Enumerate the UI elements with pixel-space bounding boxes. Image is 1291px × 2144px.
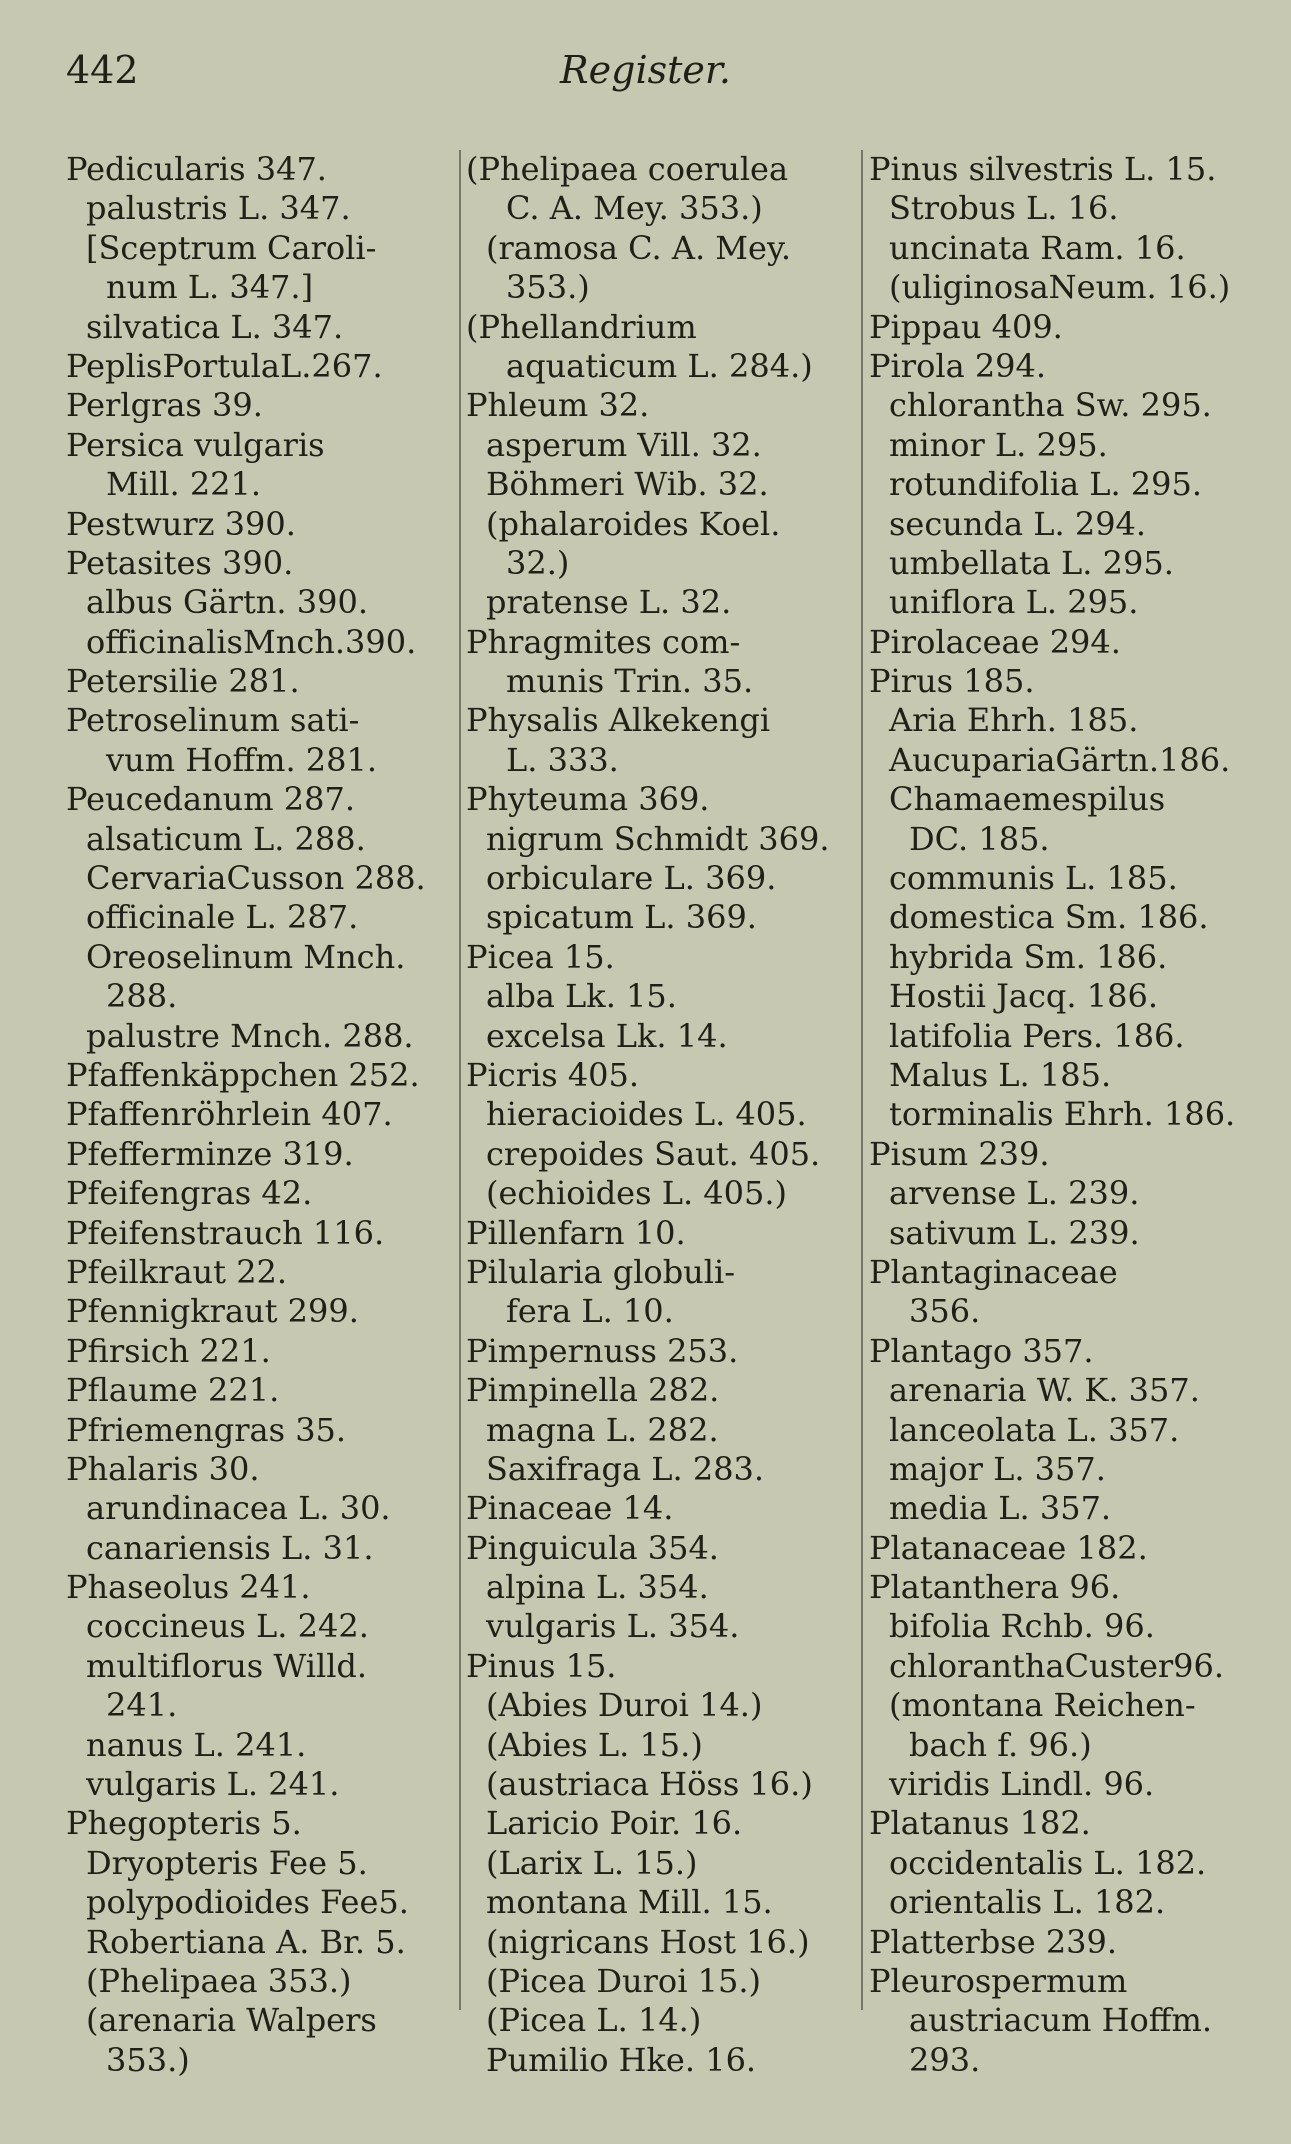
index-subentry: bifolia Rchb. 96.: [889, 1607, 1155, 1646]
index-entry: Platanus 182.: [869, 1804, 1091, 1843]
index-subentry: uniflora L. 295.: [889, 583, 1139, 622]
index-entry: Pfeifenstrauch 116.: [66, 1213, 385, 1252]
index-subentry: L. 333.: [506, 740, 619, 779]
index-entry: Plantaginaceae: [869, 1252, 1118, 1291]
index-subentry: (Phelipaea 353.): [86, 1961, 352, 2000]
index-entry: Pinguicula 354.: [466, 1528, 719, 1567]
index-entry: Phegopteris 5.: [66, 1804, 302, 1843]
index-subentry: arvense L. 239.: [889, 1174, 1140, 1213]
index-entry: Pirus 185.: [869, 662, 1035, 701]
index-subentry: Aria Ehrh. 185.: [889, 701, 1139, 740]
index-subentry: officinale L. 287.: [86, 898, 359, 937]
index-entry: Phragmites com-: [466, 622, 741, 661]
index-subentry: 288.: [106, 977, 178, 1016]
index-subentry: officinalisMnch.390.: [86, 622, 417, 661]
index-entry: Pfriemengras 35.: [66, 1410, 347, 1449]
index-entry: Pimpinella 282.: [466, 1371, 720, 1410]
index-subentry: albus Gärtn. 390.: [86, 583, 368, 622]
index-subentry: 356.: [909, 1292, 981, 1331]
index-column-left: [66, 150, 466, 2080]
index-entry: Pinus 15.: [466, 1646, 617, 1685]
index-entry: Pfeilkraut 22.: [66, 1252, 288, 1291]
index-subentry: latifolia Pers. 186.: [889, 1016, 1185, 1055]
index-subentry: domestica Sm. 186.: [889, 898, 1209, 937]
index-subentry: 32.): [506, 543, 570, 582]
index-subentry: alba Lk. 15.: [486, 977, 677, 1016]
index-subentry: arundinacea L. 30.: [86, 1489, 391, 1528]
index-subentry: aquaticum L. 284.): [506, 346, 813, 385]
index-subentry: (Picea L. 14.): [486, 2001, 702, 2040]
index-subentry: AucupariaGärtn.186.: [889, 740, 1231, 779]
page-number: 442: [66, 48, 139, 92]
index-entry: Picea 15.: [466, 937, 615, 976]
index-subentry: Laricio Poir. 16.: [486, 1804, 743, 1843]
index-subentry: excelsa Lk. 14.: [486, 1016, 728, 1055]
index-entry: Persica vulgaris: [66, 425, 325, 464]
index-subentry: 241.: [106, 1686, 178, 1725]
index-subentry: crepoides Saut. 405.: [486, 1134, 821, 1173]
index-entry: Picris 405.: [466, 1055, 640, 1094]
index-subentry: coccineus L. 242.: [86, 1607, 369, 1646]
index-subentry: hieracioides L. 405.: [486, 1095, 807, 1134]
index-subentry: montana Mill. 15.: [486, 1883, 773, 1922]
index-entry: Pirola 294.: [869, 346, 1047, 385]
index-subentry: vulgaris L. 241.: [86, 1765, 340, 1804]
index-subentry: nanus L. 241.: [86, 1725, 307, 1764]
index-subentry: multiflorus Willd.: [86, 1646, 368, 1685]
index-subentry: (echioides L. 405.): [486, 1174, 788, 1213]
index-entry: Pfefferminze 319.: [66, 1134, 354, 1173]
index-entry: Pfaffenröhrlein 407.: [66, 1095, 393, 1134]
index-entry: Phalaris 30.: [66, 1449, 260, 1488]
index-subentry: (austriaca Höss 16.): [486, 1765, 813, 1804]
index-subentry: rotundifolia L. 295.: [889, 465, 1203, 504]
index-entry: Peucedanum 287.: [66, 780, 356, 819]
index-entry: Plantago 357.: [869, 1331, 1094, 1370]
index-subentry: Saxifraga L. 283.: [486, 1449, 765, 1488]
index-subentry: 353.): [506, 268, 590, 307]
index-subentry: C. A. Mey. 353.): [506, 189, 763, 228]
index-subentry: Böhmeri Wib. 32.: [486, 465, 769, 504]
index-entry: Pflaume 221.: [66, 1371, 280, 1410]
index-subentry: (Abies Duroi 14.): [486, 1686, 763, 1725]
index-subentry: Malus L. 185.: [889, 1055, 1112, 1094]
index-subentry: occidentalis L. 182.: [889, 1843, 1207, 1882]
index-entry: Pimpernuss 253.: [466, 1331, 739, 1370]
index-entry: Pillenfarn 10.: [466, 1213, 686, 1252]
index-subentry: vum Hoffm. 281.: [106, 740, 378, 779]
index-subentry: CervariaCusson 288.: [86, 859, 426, 898]
index-entry: Platanthera 96.: [869, 1568, 1121, 1607]
index-subentry: Strobus L. 16.: [889, 189, 1119, 228]
index-subentry: arenaria W. K. 357.: [889, 1371, 1200, 1410]
index-entry: Pleurospermum: [869, 1961, 1128, 2000]
index-subentry: pratense L. 32.: [486, 583, 732, 622]
index-subentry: torminalis Ehrh. 186.: [889, 1095, 1236, 1134]
index-subentry: 293.: [909, 2040, 981, 2079]
index-subentry: palustris L. 347.: [86, 189, 351, 228]
index-subentry: major L. 357.: [889, 1449, 1106, 1488]
index-column-middle: [466, 150, 866, 2080]
index-entry: Pinus silvestris L. 15.: [869, 150, 1217, 188]
index-subentry: secunda L. 294.: [889, 504, 1147, 543]
index-entry: Pilularia globuli-: [466, 1252, 736, 1291]
index-entry: Pfeifengras 42.: [66, 1174, 313, 1213]
index-subentry: Pumilio Hke. 16.: [486, 2040, 757, 2079]
index-subentry: DC. 185.: [909, 819, 1050, 858]
index-subentry: minor L. 295.: [889, 425, 1108, 464]
page-header: [0, 48, 1291, 108]
index-entry: Petersilie 281.: [66, 662, 300, 701]
index-subentry: (ramosa C. A. Mey.: [486, 228, 791, 267]
index-subentry: palustre Mnch. 288.: [86, 1016, 414, 1055]
index-subentry: magna L. 282.: [486, 1410, 719, 1449]
index-subentry: asperum Vill. 32.: [486, 425, 762, 464]
index-subentry: Mill. 221.: [106, 465, 262, 504]
index-subentry: media L. 357.: [889, 1489, 1112, 1528]
index-subentry: nigrum Schmidt 369.: [486, 819, 830, 858]
index-subentry: [Sceptrum Caroli-: [86, 228, 377, 267]
index-subentry: uncinata Ram. 16.: [889, 228, 1186, 267]
index-subentry: lanceolata L. 357.: [889, 1410, 1180, 1449]
index-entry: Phaseolus 241.: [66, 1568, 311, 1607]
index-subentry: orientalis L. 182.: [889, 1883, 1166, 1922]
index-subentry: alsaticum L. 288.: [86, 819, 366, 858]
index-entry: Pirolaceae 294.: [869, 622, 1121, 661]
index-subentry: spicatum L. 369.: [486, 898, 757, 937]
index-subentry: (uliginosaNeum. 16.): [889, 268, 1231, 307]
index-entry: Petroselinum sati-: [66, 701, 360, 740]
index-subentry: 353.): [106, 2040, 190, 2079]
index-subentry: hybrida Sm. 186.: [889, 937, 1168, 976]
index-subentry: silvatica L. 347.: [86, 307, 344, 346]
index-entry: PeplisPortulaL.267.: [66, 346, 383, 385]
index-entry: Petasites 390.: [66, 543, 294, 582]
index-subentry: munis Trin. 35.: [506, 662, 754, 701]
index-entry: Pestwurz 390.: [66, 504, 296, 543]
index-subentry: Hostii Jacq. 186.: [889, 977, 1158, 1016]
index-subentry: austriacum Hoffm.: [909, 2001, 1213, 2040]
index-subentry: fera L. 10.: [506, 1292, 674, 1331]
index-subentry: umbellata L. 295.: [889, 543, 1174, 582]
index-subentry: Chamaemespilus: [889, 780, 1166, 819]
index-entry: Pfirsich 221.: [66, 1331, 271, 1370]
index-entry: Perlgras 39.: [66, 386, 263, 425]
index-subentry: Dryopteris Fee 5.: [86, 1843, 368, 1882]
index-subentry: (montana Reichen-: [889, 1686, 1196, 1725]
index-entry: Pedicularis 347.: [66, 150, 327, 188]
index-subentry: (nigricans Host 16.): [486, 1922, 810, 1961]
running-title: Register.: [560, 48, 731, 92]
index-subentry: vulgaris L. 354.: [486, 1607, 740, 1646]
index-subentry: num L. 347.]: [106, 268, 314, 307]
index-subentry: bach f. 96.): [909, 1725, 1092, 1764]
index-subentry: viridis Lindl. 96.: [889, 1765, 1155, 1804]
index-subentry: orbiculare L. 369.: [486, 859, 777, 898]
index-entry: Platanaceae 182.: [869, 1528, 1148, 1567]
index-subentry: sativum L. 239.: [889, 1213, 1140, 1252]
index-subentry: chlorantha Sw. 295.: [889, 386, 1212, 425]
index-entry: Physalis Alkekengi: [466, 701, 771, 740]
index-subentry: (phalaroides Koel.: [486, 504, 781, 543]
index-entry: Phleum 32.: [466, 386, 650, 425]
index-subentry: (arenaria Walpers: [86, 2001, 377, 2040]
index-entry: (Phellandrium: [466, 307, 697, 346]
index-subentry: (Larix L. 15.): [486, 1843, 698, 1882]
index-subentry: alpina L. 354.: [486, 1568, 709, 1607]
index-entry: (Phelipaea coerulea: [466, 150, 789, 188]
index-column-right: [869, 150, 1269, 2080]
index-entry: Pisum 239.: [869, 1134, 1050, 1173]
index-entry: Pippau 409.: [869, 307, 1063, 346]
index-entry: Pfennigkraut 299.: [66, 1292, 359, 1331]
index-subentry: chloranthaCuster96.: [889, 1646, 1225, 1685]
index-subentry: Oreoselinum Mnch.: [86, 937, 406, 976]
index-subentry: canariensis L. 31.: [86, 1528, 374, 1567]
index-subentry: Robertiana A. Br. 5.: [86, 1922, 406, 1961]
index-entry: Pinaceae 14.: [466, 1489, 674, 1528]
index-subentry: polypodioides Fee5.: [86, 1883, 409, 1922]
index-entry: Pfaffenkäppchen 252.: [66, 1055, 420, 1094]
index-subentry: communis L. 185.: [889, 859, 1178, 898]
index-entry: Platterbse 239.: [869, 1922, 1118, 1961]
index-subentry: (Picea Duroi 15.): [486, 1961, 761, 2000]
index-entry: Phyteuma 369.: [466, 780, 710, 819]
index-subentry: (Abies L. 15.): [486, 1725, 703, 1764]
